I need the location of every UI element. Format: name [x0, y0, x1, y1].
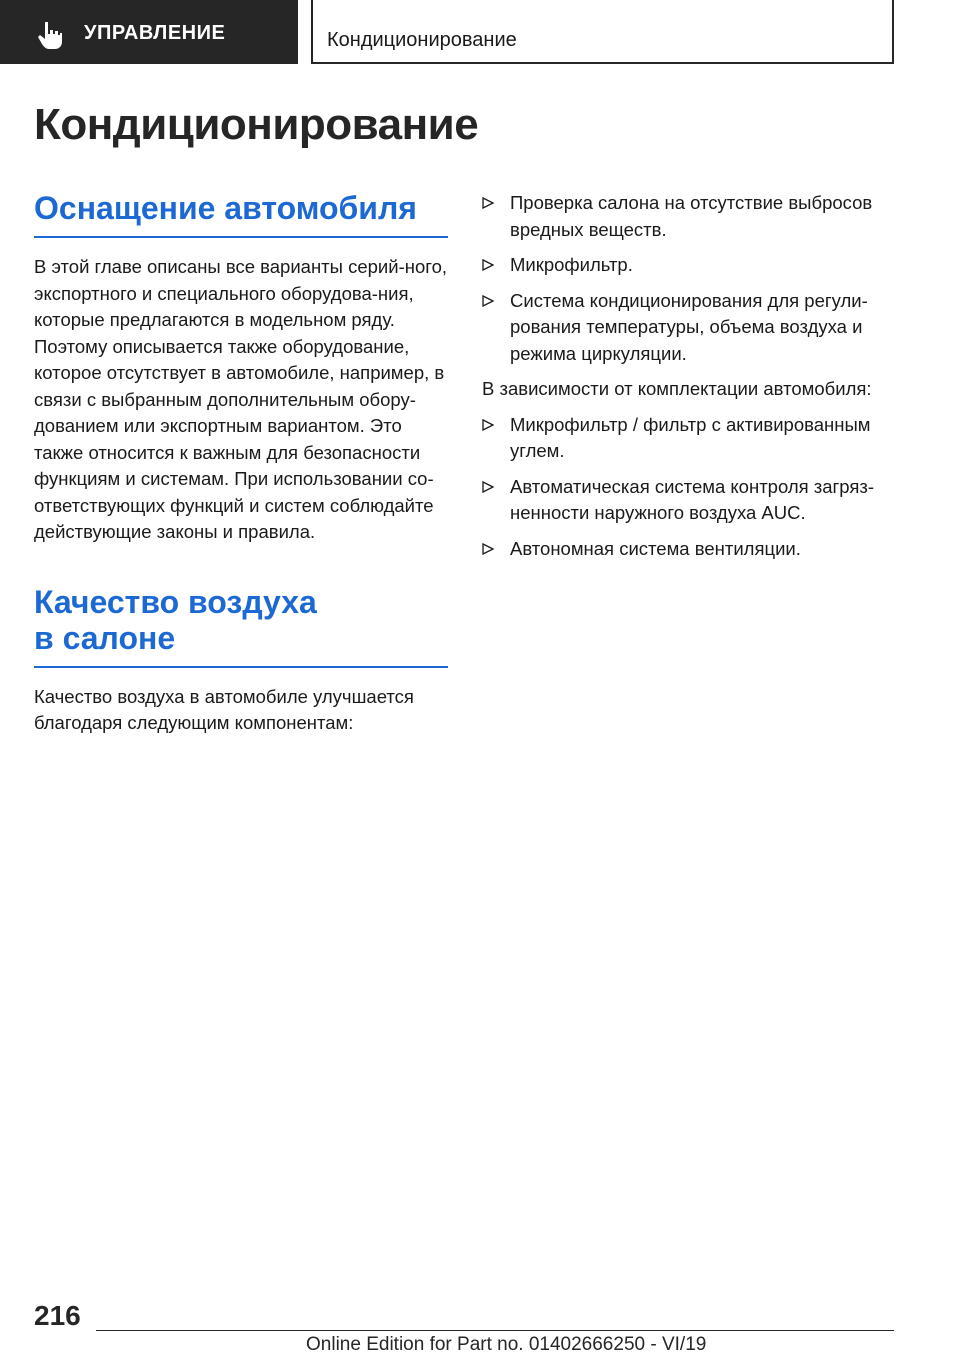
footer-edition: Online Edition for Part no. 01402666250 - VI/19 [306, 1334, 707, 1355]
page-title: Кондиционирование [34, 100, 479, 149]
triangle-right-icon [482, 259, 494, 271]
section-body-air-quality: Качество воздуха в автомобиле улучшается благодаря следующим компонентам: [34, 685, 414, 733]
list-item-text: Проверка салона на отсутствие выбросов вредных веществ. [510, 192, 873, 240]
list-item [482, 412, 896, 465]
equipment-intro: В зависимости от комплектации автомобиля: [482, 378, 872, 399]
list-item [482, 474, 896, 527]
right-column [482, 190, 896, 571]
header-tab[interactable] [0, 0, 298, 64]
header-tab-label: УПРАВЛЕНИЕ [84, 22, 226, 44]
page-number: 216 [34, 1300, 81, 1331]
triangle-right-icon [482, 197, 494, 209]
triangle-right-icon [482, 481, 494, 493]
list-item [482, 252, 896, 279]
list-item-text: Автономная система вентиляции. [510, 537, 801, 559]
bullet-list-equipment [482, 412, 896, 563]
section-title-equipment: Оснащение автомобиля [34, 190, 448, 238]
list-item [482, 190, 896, 243]
list-item [482, 288, 896, 368]
list-item-text: Автоматическая система контроля загряз-ненности наружного воздуха AUC. [510, 475, 875, 523]
bullet-list-components [482, 190, 896, 367]
header-section-label: Кондиционирование [327, 29, 517, 51]
triangle-right-icon [482, 419, 494, 431]
triangle-right-icon [482, 543, 494, 555]
left-column [34, 190, 448, 737]
section-air-quality [34, 584, 448, 737]
list-item-text: Микрофильтр / фильтр с активированным углем. [510, 413, 871, 461]
list-item-text: Микрофильтр. [510, 254, 633, 275]
list-item [482, 536, 896, 563]
hand-pointer-icon [36, 20, 64, 50]
triangle-right-icon [482, 295, 494, 307]
section-title-air-quality: Качество воздуха в салоне [34, 583, 317, 656]
list-item-text: Система кондиционирования для регули-рования температуры, объема воздуха и режима циркуляции. [510, 289, 868, 364]
section-rule [34, 666, 448, 668]
section-body-equipment: В этой главе описаны все варианты серий-ного, экспортного и специального оборудова-ния, которые предлагаются в модельном ряду. Поэтому описывается также оборудование, которое отсутствует в автомобиле, например, в связи с выбранным дополнительным обору-дованием или экспортным вариантом. Это также относится к важным для безопасности функциям и системам. При использовании со-ответствующих функций и систем соблюдайте действующие законы и правила. [34, 256, 448, 542]
header-section-box [311, 0, 894, 64]
footer-divider [96, 1330, 894, 1331]
